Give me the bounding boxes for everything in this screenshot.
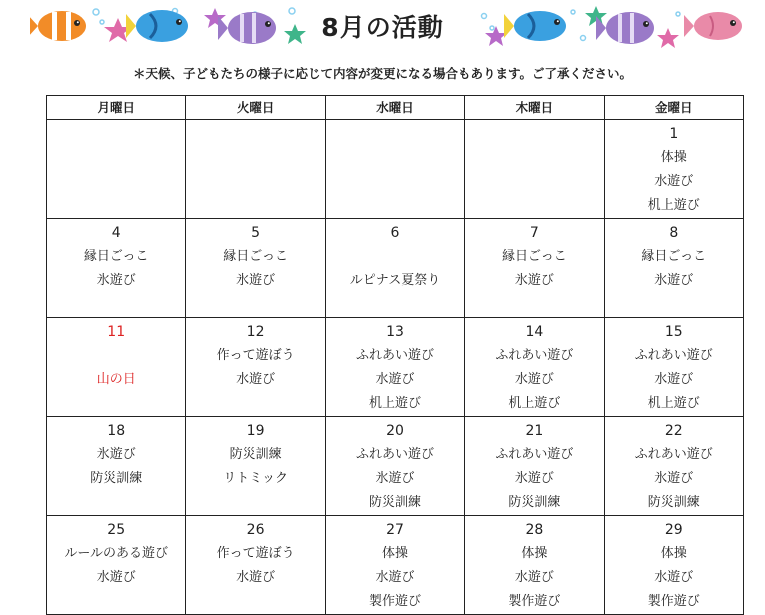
day-number <box>47 122 185 146</box>
day-number: 22 <box>664 423 683 439</box>
activity-item: 机上遊び <box>508 396 561 411</box>
week-row <box>47 120 744 219</box>
activity-item: 体操 <box>381 546 408 561</box>
activity-item: ふれあい遊び <box>355 348 434 363</box>
day-number: 26 <box>246 522 265 538</box>
activity-item <box>47 146 185 170</box>
activity-item: リトミック <box>223 471 288 486</box>
sea-decoration-right <box>478 2 758 50</box>
day-cell <box>465 417 604 516</box>
activity-item: 縁日ごっこ <box>501 249 567 264</box>
activity-item: ルールのある遊び <box>64 546 169 561</box>
activity-item <box>465 170 603 194</box>
activity-item: 水遊び <box>375 372 415 387</box>
activity-item <box>47 590 185 614</box>
activity-item: 縁日ごっこ <box>223 249 288 264</box>
calendar-table <box>46 95 744 615</box>
activity-item <box>326 146 464 170</box>
day-cell <box>325 417 464 516</box>
activity-item <box>47 344 185 368</box>
activity-item: 水遊び <box>96 570 136 585</box>
day-number: 6 <box>390 225 400 241</box>
activity-item: 水遊び <box>375 570 415 585</box>
day-cell <box>465 318 604 417</box>
day-cell <box>47 219 186 318</box>
activity-item: 氷遊び <box>96 447 136 462</box>
activity-item: ふれあい遊び <box>634 348 713 363</box>
activity-item: 氷遊び <box>514 471 554 486</box>
activity-item: 氷遊び <box>236 273 276 288</box>
week-row <box>47 318 744 417</box>
activity-item <box>326 194 464 218</box>
activity-item <box>186 170 324 194</box>
activity-item <box>47 491 185 515</box>
week-row <box>47 516 744 615</box>
day-number: 21 <box>525 423 544 439</box>
activity-item <box>465 194 603 218</box>
activity-item <box>326 170 464 194</box>
activity-item <box>186 293 324 317</box>
activity-item <box>47 170 185 194</box>
activity-item: 体操 <box>660 150 687 165</box>
day-cell <box>604 516 743 615</box>
day-number: 28 <box>525 522 544 538</box>
activity-item: ルピナス夏祭り <box>349 273 441 288</box>
day-number: 11 <box>107 324 126 340</box>
weekday-header: 木曜日 <box>465 96 604 120</box>
activity-item <box>465 293 603 317</box>
weekday-header: 金曜日 <box>604 96 743 120</box>
day-cell <box>604 219 743 318</box>
day-cell <box>465 120 604 219</box>
activity-item <box>326 245 464 269</box>
day-cell <box>47 417 186 516</box>
notice-text: ＊天候、子どもたちの様子に応じて内容が変更になる場合もあります。ご了承ください。 <box>132 66 632 81</box>
day-cell <box>186 516 325 615</box>
activity-item: 防災訓練 <box>229 447 282 462</box>
activity-item: 氷遊び <box>514 273 554 288</box>
day-cell <box>325 318 464 417</box>
day-cell <box>186 120 325 219</box>
activity-item: 机上遊び <box>647 198 700 213</box>
activity-item: 氷遊び <box>654 273 694 288</box>
activity-item: 机上遊び <box>647 396 700 411</box>
day-number: 20 <box>386 423 404 439</box>
activity-item: 体操 <box>660 546 687 561</box>
weekday-header-row <box>47 96 744 120</box>
day-number: 18 <box>107 423 126 439</box>
activity-item: 体操 <box>521 546 548 561</box>
day-cell <box>465 219 604 318</box>
activity-item: 防災訓練 <box>90 471 143 486</box>
fish-icon <box>504 11 566 41</box>
activity-item: 縁日ごっこ <box>641 249 707 264</box>
day-number: 5 <box>251 225 261 241</box>
activity-item: 製作遊び <box>368 594 421 609</box>
activity-item: 水遊び <box>236 372 276 387</box>
weekday-header: 火曜日 <box>186 96 325 120</box>
activity-item: ふれあい遊び <box>495 348 574 363</box>
activity-item: 水遊び <box>654 570 694 585</box>
activity-item: 防災訓練 <box>508 495 561 510</box>
activity-item: 氷遊び <box>96 273 136 288</box>
activity-item <box>465 146 603 170</box>
day-number <box>186 122 324 146</box>
page-title: 8月の活動 <box>321 13 444 42</box>
activity-item <box>186 194 324 218</box>
day-number: 13 <box>386 324 404 340</box>
activity-item: 机上遊び <box>368 396 421 411</box>
activity-item: 水遊び <box>514 570 554 585</box>
weekday-header: 水曜日 <box>325 96 464 120</box>
activity-item: 山の日 <box>96 372 136 387</box>
activity-item <box>186 392 324 416</box>
activity-item <box>47 392 185 416</box>
day-number: 27 <box>386 522 404 538</box>
fish-icon <box>684 12 742 40</box>
header-banner <box>0 0 765 54</box>
day-number: 29 <box>664 522 683 538</box>
day-number: 12 <box>246 324 265 340</box>
activity-item: 水遊び <box>514 372 554 387</box>
activity-item: 水遊び <box>236 570 276 585</box>
activity-item <box>186 146 324 170</box>
week-row <box>47 219 744 318</box>
activity-item: 水遊び <box>654 174 694 189</box>
week-row <box>47 417 744 516</box>
day-cell <box>186 417 325 516</box>
day-number: 14 <box>525 324 544 340</box>
day-cell <box>604 318 743 417</box>
day-number: 25 <box>107 522 126 538</box>
activity-item: ふれあい遊び <box>634 447 713 462</box>
day-number: 7 <box>529 225 539 241</box>
day-number: 4 <box>111 225 121 241</box>
day-cell <box>47 120 186 219</box>
activity-item <box>47 293 185 317</box>
activity-item <box>605 293 743 317</box>
activity-item <box>326 293 464 317</box>
activity-item <box>186 491 324 515</box>
day-number: 15 <box>664 324 683 340</box>
day-cell <box>465 516 604 615</box>
day-number <box>465 122 603 146</box>
day-cell <box>47 318 186 417</box>
day-cell <box>325 219 464 318</box>
day-number: 8 <box>669 225 679 241</box>
day-cell <box>604 120 743 219</box>
day-cell <box>604 417 743 516</box>
day-cell <box>47 516 186 615</box>
day-number <box>326 122 464 146</box>
starfish-icon <box>485 26 507 46</box>
starfish-icon <box>657 28 679 48</box>
activity-item: 縁日ごっこ <box>83 249 149 264</box>
activity-item: 防災訓練 <box>647 495 700 510</box>
day-cell <box>325 120 464 219</box>
activity-item: 製作遊び <box>647 594 700 609</box>
activity-item: 氷遊び <box>654 471 694 486</box>
day-cell <box>186 318 325 417</box>
activity-item: 防災訓練 <box>368 495 421 510</box>
activity-item <box>47 194 185 218</box>
day-cell <box>186 219 325 318</box>
activity-item: ふれあい遊び <box>495 447 574 462</box>
day-number: 19 <box>246 423 265 439</box>
fish-icon <box>596 12 654 44</box>
activity-item: 作って遊ぼう <box>216 546 295 561</box>
activity-item <box>186 590 324 614</box>
activity-item: 作って遊ぼう <box>216 348 295 363</box>
day-cell <box>325 516 464 615</box>
activity-item: 製作遊び <box>508 594 561 609</box>
day-number: 1 <box>669 126 679 142</box>
weekday-header: 月曜日 <box>47 96 186 120</box>
activity-item: 水遊び <box>654 372 694 387</box>
activity-item: 氷遊び <box>375 471 415 486</box>
activity-item: ふれあい遊び <box>355 447 434 462</box>
